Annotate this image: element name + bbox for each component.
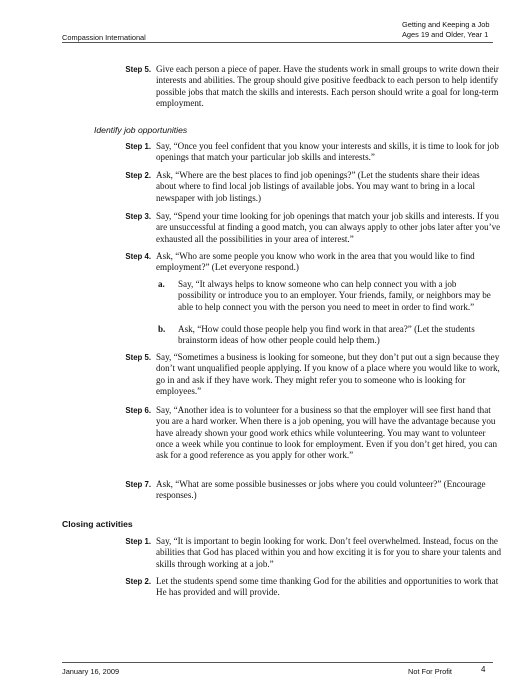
substep-text: Ask, “How could those people help you find work in that area?” (Let the students brainstorm ideas of how other people could help them.): [178, 324, 475, 346]
step-text: Say, “Sometimes a business is looking for someone, but they don’t put out a sign because they don’t want unqualified people applying. If you know of a place where you would like to work, go in and ask if they have work. They might refer you to someone who is looking for employees.”: [156, 352, 500, 396]
step-text: Give each person a piece of paper. Have the students work in small groups to write down their interests and abilities. The group should give positive feedback to each person to help identify possible jobs that match the skills and interests. Each person should write a goal for long-term employment.: [156, 64, 499, 108]
step-label: Step 4.: [125, 252, 151, 261]
footer-notice: Not For Profit: [408, 667, 452, 676]
footer-date: January 16, 2009: [62, 667, 120, 676]
header-organization: Compassion International: [62, 33, 146, 42]
step-label: Step 7.: [125, 480, 151, 489]
step-label: Step 5.: [125, 353, 151, 362]
header-rule: [62, 42, 493, 43]
step-text: Ask, “Who are some people you know who work in the area that you would like to find employment?” (Let everyone respond.): [156, 251, 475, 273]
substep-label: b.: [158, 324, 166, 334]
step-text: Say, “Spend your time looking for job openings that match your job skills and interests. If you are unsuccessful at finding a good match, you can always apply to other jobs later after you’ve exhausted all the possibilities in your area of interest.”: [156, 211, 501, 244]
step-text: Ask, “Where are the best places to find job openings?” (Let the students share their ideas about where to find local job listings of available jobs. You may want to bring in a local newspaper with job listings.): [156, 170, 480, 203]
header-title: [402, 20, 490, 40]
step-label: Step 1.: [125, 142, 151, 151]
header-title-line1: Getting and Keeping a Job: [402, 20, 490, 29]
step-text: Say, “Once you feel confident that you know your interests and skills, it is time to look for job openings that match your particular job skills and interests.”: [156, 141, 499, 163]
step-text: Say, “Another idea is to volunteer for a business so that the employer will see first hand that you are a hard worker. When there is a job opening, you will have the advantage because you have already shown your good work ethics while volunteering. You may want to volunteer once a week while you continue to look for employment. Even if you don’t get hired, you can ask for a good reference as you apply for other work.”: [156, 405, 498, 461]
section-heading-closing: Closing activities: [62, 519, 133, 529]
page-number: 4: [481, 665, 486, 674]
step-label: Step 2.: [125, 171, 151, 180]
step-label: Step 3.: [125, 212, 151, 221]
header-title-line2: Ages 19 and Older, Year 1: [402, 30, 489, 39]
section-heading-identify-jobs: Identify job opportunities: [94, 125, 188, 135]
step-label: Step 2.: [125, 577, 151, 586]
substep-text: Say, “It always helps to know someone who can help connect you with a job possibility or introduce you to an employer. Your friends, family, or neighbors may be able to help connect you with the person you need to meet in order to find work.”: [178, 279, 491, 312]
step-label: Step 5.: [125, 65, 151, 74]
step-text: Say, “It is important to begin looking for work. Don’t feel overwhelmed. Instead, focus on the abilities that God has placed within you and how exciting it is for you to share your talents and skills through working at a job.”: [156, 536, 501, 569]
substep-label: a.: [158, 279, 165, 289]
step-label: Step 6.: [125, 406, 151, 415]
step-text: Ask, “What are some possible businesses or jobs where you could volunteer?” (Encourage responses.): [156, 479, 486, 501]
step-text: Let the students spend some time thanking God for the abilities and opportunities to work that He has provided and will provide.: [156, 576, 499, 598]
footer-rule: [62, 662, 493, 663]
step-label: Step 1.: [125, 537, 151, 546]
